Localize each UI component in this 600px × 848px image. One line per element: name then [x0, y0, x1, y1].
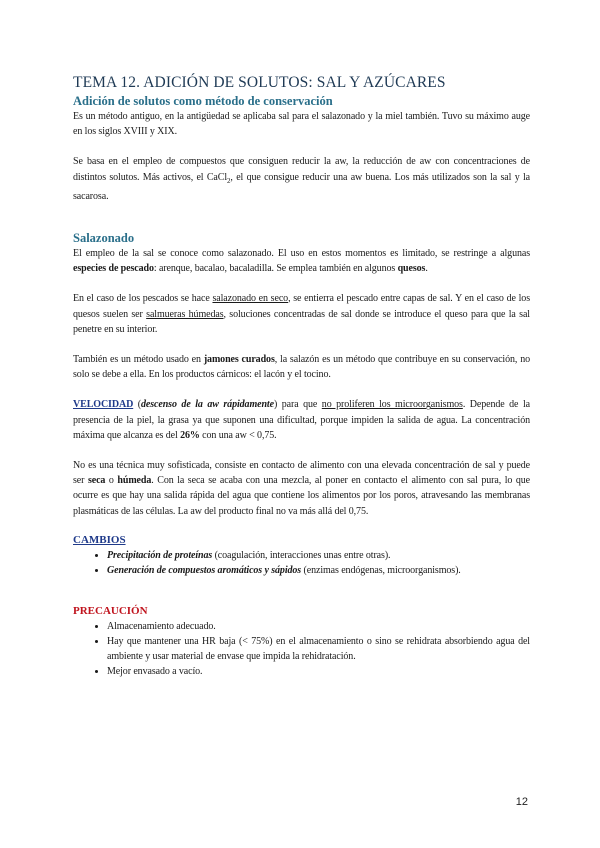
precaucion-list	[73, 619, 530, 680]
velocidad-label: VELOCIDAD	[73, 399, 134, 411]
list-item: • Precipitación de proteínas (coagulación, interacciones unas entre otras).	[107, 548, 530, 564]
paragraph-pescados-quesos: En el caso de los pescados se hace salazonado en seco, se entierra el pescado entre capas de sal. Y en el caso de los quesos suelen ser salmueras húmedas, soluciones concentradas de sal donde se introduce el queso para que la sal penetre en su interior.	[73, 293, 530, 335]
list-item: • Generación de compuestos aromáticos y sápidos (enzimas endógenas, microorganismos).	[107, 563, 530, 579]
list-item: • Almacenamiento adecuado.	[107, 619, 530, 635]
page-title: TEMA 12. ADICIÓN DE SOLUTOS: SAL Y AZÚCARES	[73, 74, 446, 91]
precaucion-label: PRECAUCIÓN	[73, 604, 148, 617]
cambios-label: CAMBIOS	[73, 533, 126, 546]
paragraph-solutos: Se basa en el empleo de compuestos que consiguen reducir la aw, la reducción de aw con concentraciones de distintos solutos. Más activos, el CaCl$_2$, el que consigue reducir una aw buena. Los más utilizados son la sal y la sacarosa.	[73, 156, 530, 202]
list-item: • Mejor envasado a vacío.	[107, 664, 530, 680]
paragraph-velocidad: VELOCIDAD (descenso de la aw rápidamente) para que no proliferen los microorganismos. Depende de la presencia de la piel, la grasa ya que suponen una dificultad, porque impiden la salida de agua. La concentración máxima que alcanza es del 26% con una aw < 0,75.	[73, 399, 530, 441]
list-item: • Hay que mantener una HR baja (< 75%) en el almacenamiento o sino se rehidrata absorbiendo agua del ambiente y usar material de envase que impida la rehidratación.	[107, 634, 530, 664]
page-number: 12	[515, 796, 528, 808]
section-heading-salazonado: Salazonado	[73, 231, 135, 246]
document-page	[73, 74, 530, 680]
paragraph-jamones: También es un método usado en jamones curados, la salazón es un método que contribuye en su conservación, no solo se debe a ella. En los productos cárnicos: el lacón y el tocino.	[73, 354, 530, 381]
paragraph-intro: Es un método antiguo, en la antigüedad se aplicaba sal para el salazonado y la miel también. Tuvo su máximo auge en los siglos XVIII y XIX.	[73, 111, 530, 138]
paragraph-tecnica: No es una técnica muy sofisticada, consiste en contacto de alimento con una elevada concentración de sal y puede ser seca o húmeda. Con la seca se acaba con una mezcla, al poner en contacto el alimento con sal pura, lo que ocurre es que hay una salida rápida del agua que contiene los alimentos por los poros, atravesando las membranas plasmáticas de las células. La aw del producto final no va más allá del 0,75.	[73, 460, 531, 517]
section-heading-conservacion: Adición de solutos como método de conservación	[73, 94, 333, 108]
cambios-list	[73, 548, 530, 579]
paragraph-salazonado-uso: El empleo de la sal se conoce como salazonado. El uso en estos momentos es limitado, se restringe a algunas especies de pescado: arenque, bacalao, bacaladilla. Se emplea también en algunos quesos.	[73, 248, 530, 275]
